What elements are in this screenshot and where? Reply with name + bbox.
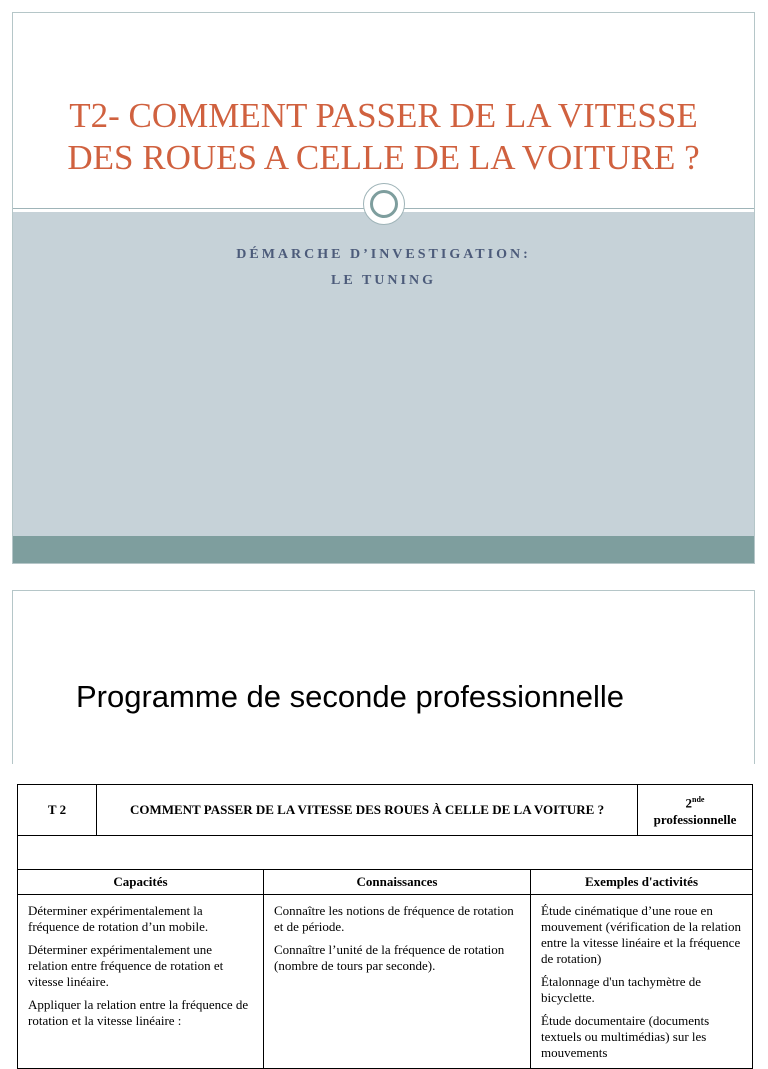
level-number: 2 [685,795,693,811]
table-code-cell: T 2 [18,785,97,836]
capacite-item: Déterminer expérimentalement une relation entre fréquence de rotation et vitesse linéaire. [28,942,224,989]
slide-subtitle [13,242,754,294]
table-empty-row [18,836,753,870]
level-label: professionnelle [653,811,737,827]
title-slide [12,12,755,564]
circle-ring [370,190,398,218]
exemples-cell [531,895,753,1069]
program-table [17,784,753,1069]
program-slide [12,590,755,764]
header-exemples: Exemples d'activités [531,870,753,895]
connaissances-cell [264,895,531,1069]
capacite-item: Déterminer expérimentalement la fréquence de rotation d’un mobile. [28,903,209,934]
circle-ornament-icon [363,183,405,225]
bottom-bar [13,536,754,563]
exemple-item: Étude documentaire (documents textuels ou multimédias) sur les mouvements [541,1013,710,1060]
header-capacites: Capacités [18,870,264,895]
table-title-cell: COMMENT PASSER DE LA VITESSE DES ROUES À CELLE DE LA VOITURE ? [97,785,638,836]
slide-title: T2- COMMENT PASSER DE LA VITESSE DES ROUES A CELLE DE LA VOITURE ? [67,96,700,177]
exemple-item: Étude cinématique d’une roue en mouvement (vérification de la relation entre la vitesse linéaire et la fréquence de rotation) [541,903,741,966]
subtitle-line-2: LE TUNING [331,273,436,288]
subtitle-line-1: DÉMARCHE D’INVESTIGATION: [236,247,531,262]
exemple-item: Étalonnage d'un tachymètre de bicyclette. [541,974,702,1005]
capacite-item: Appliquer la relation entre la fréquence de rotation et la vitesse linéaire : [28,997,249,1028]
capacites-cell [18,895,264,1069]
empty-cell [18,836,753,870]
program-title: Programme de seconde professionnelle [76,679,624,714]
table-level-cell [638,785,753,836]
page-program-table [0,764,768,1060]
connaissance-item: Connaître l’unité de la fréquence de rotation (nombre de tours par seconde). [274,942,505,973]
level-sup: nde [692,795,705,805]
connaissance-item: Connaître les notions de fréquence de rotation et de période. [274,903,514,934]
page-program-slide [0,574,768,764]
header-connaissances: Connaissances [264,870,531,895]
